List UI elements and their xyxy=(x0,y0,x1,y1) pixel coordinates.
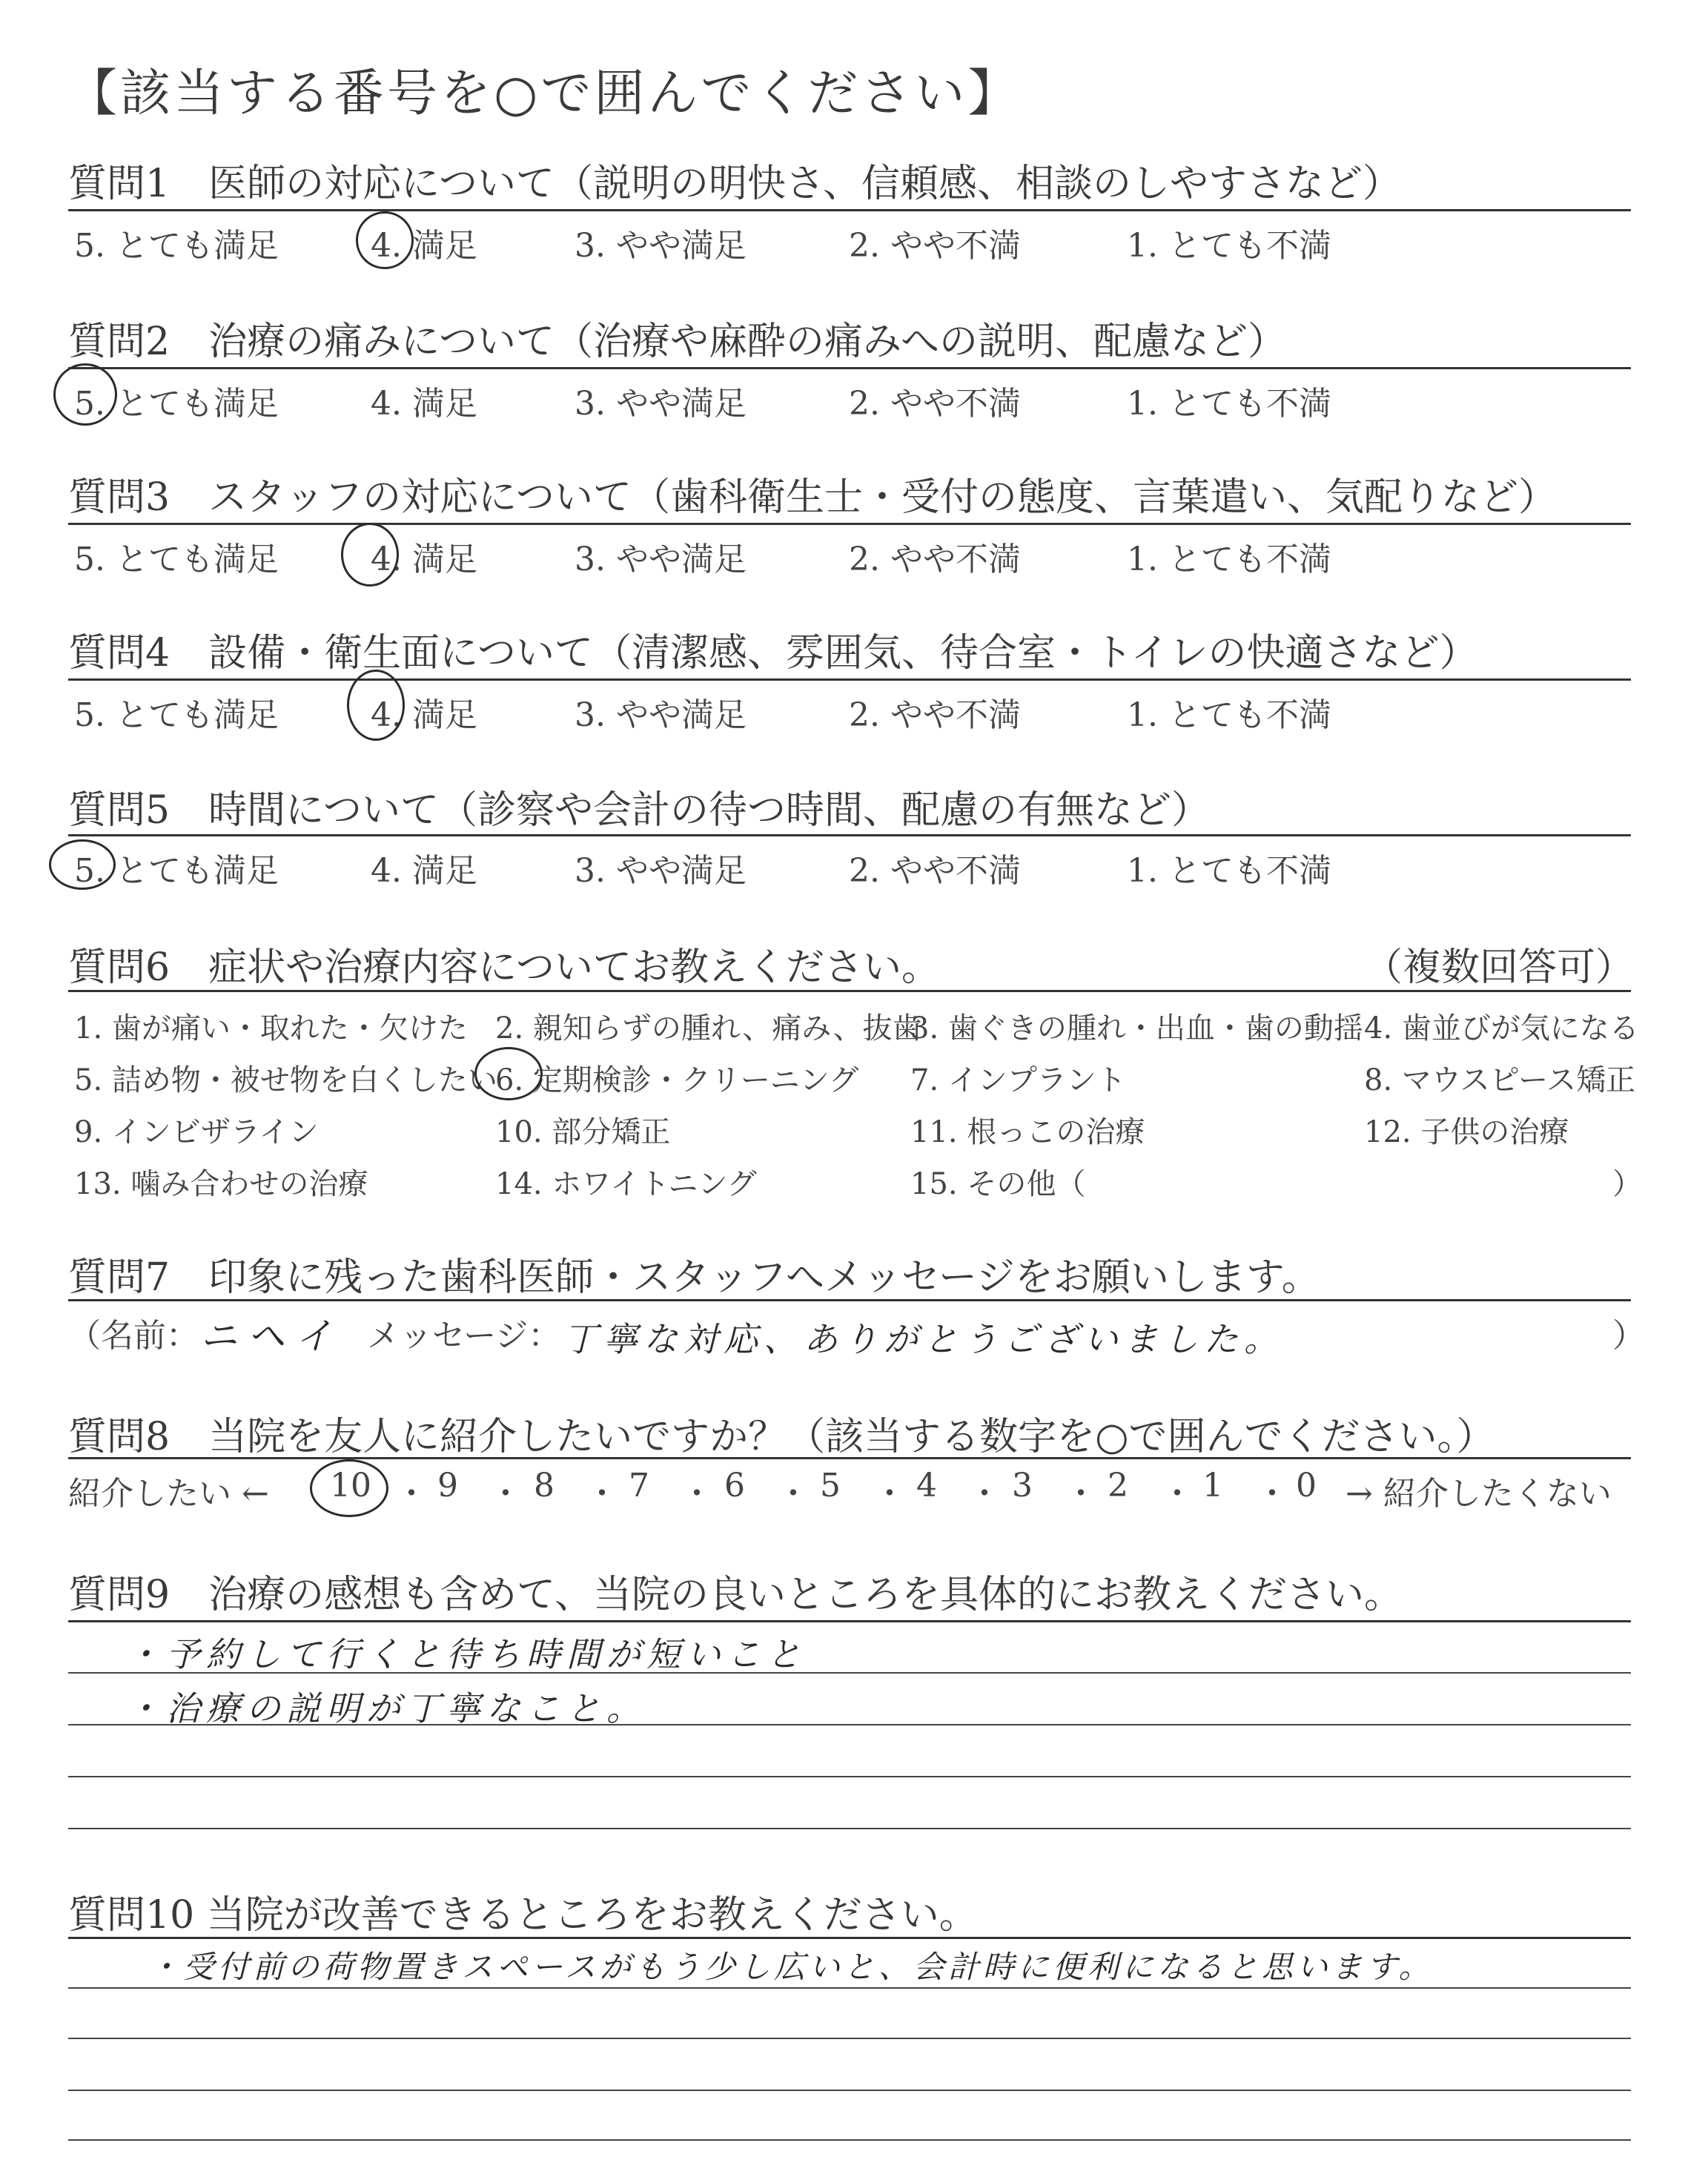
q6-option-14[interactable]: 14. ホワイトニング xyxy=(495,1167,757,1201)
q2-option-2[interactable]: 2. やや不満 xyxy=(849,385,1021,423)
q6-option-2[interactable]: 2. 親知らずの腫れ、痛み、抜歯 xyxy=(495,1011,922,1046)
q10-rule-4 xyxy=(68,2139,1631,2141)
q6-option-6[interactable]: 6. 定期検診・クリーニング xyxy=(495,1063,859,1097)
q6-option-13[interactable]: 13. 噛み合わせの治療 xyxy=(74,1167,368,1201)
q8-scale-7[interactable]: 7 xyxy=(629,1467,649,1505)
q6-option-5[interactable]: 5. 詰め物・被せ物を白くしたい xyxy=(74,1063,497,1097)
q8-title: 質問8 当院を友人に紹介したいですか？（該当する数字を○で囲んでください。） xyxy=(68,1415,1495,1459)
q2-option-5[interactable]: 5. とても満足 xyxy=(74,385,279,423)
q3-title: 質問3 スタッフの対応について（歯科衛生士・受付の態度、言葉遣い、気配りなど） xyxy=(68,475,1558,520)
q8-selection-circle xyxy=(310,1459,388,1517)
q2-title: 質問2 治療の痛みについて（治療や麻酔の痛みへの説明、配慮など） xyxy=(68,320,1287,364)
q6-option-9[interactable]: 9. インビザライン xyxy=(74,1115,319,1149)
q4-option-1[interactable]: 1. とても不満 xyxy=(1127,696,1331,734)
q6-title: 質問6 症状や治療内容についてお教えください。 xyxy=(68,945,941,990)
q7-message-value[interactable]: 丁寧な対応、ありがとうございました。 xyxy=(563,1319,1284,1359)
q8-dot: ・ xyxy=(1065,1475,1097,1513)
q8-scale-1[interactable]: 1 xyxy=(1202,1467,1223,1505)
q8-dot: ・ xyxy=(681,1475,713,1513)
q8-dot: ・ xyxy=(395,1475,428,1513)
q3-option-5[interactable]: 5. とても満足 xyxy=(74,541,279,578)
q7-message-label: メッセージ： xyxy=(367,1317,561,1355)
q4-rule xyxy=(68,678,1631,681)
q1-option-2[interactable]: 2. やや不満 xyxy=(849,227,1021,265)
q6-option-10[interactable]: 10. 部分矯正 xyxy=(495,1115,671,1149)
q3-option-1[interactable]: 1. とても不満 xyxy=(1127,541,1331,578)
q3-option-2[interactable]: 2. やや不満 xyxy=(849,541,1021,578)
q8-left-label: 紹介したい ← xyxy=(68,1475,269,1513)
q9-answer-2[interactable]: ・治療の説明が丁寧なこと。 xyxy=(126,1688,646,1728)
q8-scale-9[interactable]: 9 xyxy=(437,1467,458,1505)
q7-name-value[interactable]: ニヘイ xyxy=(200,1315,342,1358)
q8-scale-6[interactable]: 6 xyxy=(724,1467,745,1505)
q5-option-2[interactable]: 2. やや不満 xyxy=(849,852,1021,890)
q8-scale-2[interactable]: 2 xyxy=(1108,1467,1128,1505)
q8-scale-8[interactable]: 8 xyxy=(534,1467,555,1505)
q6-option-4[interactable]: 4. 歯並びが気になる xyxy=(1364,1011,1639,1046)
q6-option-12[interactable]: 12. 子供の治療 xyxy=(1364,1115,1569,1149)
q5-option-4[interactable]: 4. 満足 xyxy=(371,852,477,890)
q8-scale-4[interactable]: 4 xyxy=(916,1467,937,1505)
q2-option-3[interactable]: 3. やや満足 xyxy=(575,385,747,423)
q6-rule xyxy=(68,990,1631,992)
q4-option-3[interactable]: 3. やや満足 xyxy=(575,696,747,734)
q8-scale-5[interactable]: 5 xyxy=(820,1467,841,1505)
q6-note: （複数回答可） xyxy=(1364,945,1635,990)
q2-selection-circle xyxy=(53,363,117,426)
q9-rule-0 xyxy=(68,1620,1631,1622)
q8-dot: ・ xyxy=(586,1475,618,1513)
q6-option-11[interactable]: 11. 根っこの治療 xyxy=(910,1115,1145,1149)
q1-option-1[interactable]: 1. とても不満 xyxy=(1127,227,1331,265)
q10-title: 質問10 当院が改善できるところをお教えください。 xyxy=(68,1893,978,1938)
q8-scale-10[interactable]: 10 xyxy=(330,1467,371,1505)
form-header: 【該当する番号を○で囲んでください】 xyxy=(67,65,1022,123)
q8-scale-3[interactable]: 3 xyxy=(1012,1467,1033,1505)
q1-option-5[interactable]: 5. とても満足 xyxy=(74,227,279,265)
q1-title: 質問1 医師の対応について（説明の明快さ、信頼感、相談のしやすさなど） xyxy=(68,162,1401,206)
q10-rule-0 xyxy=(68,1937,1631,1939)
q9-answer-1[interactable]: ・予約して行くと待ち時間が短いこと xyxy=(126,1634,807,1674)
q6-option-1[interactable]: 1. 歯が痛い・取れた・欠けた xyxy=(74,1011,468,1046)
q6-option-7[interactable]: 7. インプラント xyxy=(910,1063,1126,1097)
q7-name-label: （名前： xyxy=(68,1317,199,1355)
q8-dot: ・ xyxy=(489,1475,522,1513)
q3-selection-circle xyxy=(341,523,399,587)
q6-option-15[interactable]: 15. その他（ xyxy=(910,1167,1086,1201)
q3-option-4[interactable]: 4. 満足 xyxy=(371,541,477,578)
q8-dot: ・ xyxy=(777,1475,810,1513)
q1-option-3[interactable]: 3. やや満足 xyxy=(575,227,747,265)
q1-option-4[interactable]: 4. 満足 xyxy=(371,227,477,265)
q5-option-1[interactable]: 1. とても不満 xyxy=(1127,852,1331,890)
q9-rule-1 xyxy=(68,1672,1631,1674)
q2-rule xyxy=(68,367,1631,369)
q5-option-3[interactable]: 3. やや満足 xyxy=(575,852,747,890)
q9-title: 質問9 治療の感想も含めて、当院の良いところを具体的にお教えください。 xyxy=(68,1573,1403,1617)
q4-option-2[interactable]: 2. やや不満 xyxy=(849,696,1021,734)
q8-dot: ・ xyxy=(1161,1475,1194,1513)
q5-selection-circle xyxy=(49,839,116,890)
q7-close-paren: ） xyxy=(1612,1317,1645,1355)
q10-rule-3 xyxy=(68,2090,1631,2091)
q6-option-3[interactable]: 3. 歯ぐきの腫れ・出血・歯の動揺 xyxy=(910,1011,1363,1046)
q1-rule xyxy=(68,209,1631,211)
q1-selection-circle xyxy=(356,211,414,269)
q6-selection-circle xyxy=(474,1047,543,1100)
q4-option-4[interactable]: 4. 満足 xyxy=(371,696,477,734)
q7-rule xyxy=(68,1299,1631,1301)
q8-scale-0[interactable]: 0 xyxy=(1296,1467,1317,1505)
q10-answer-1[interactable]: ・受付前の荷物置きスペースがもう少し広いと、会計時に便利になると思います。 xyxy=(148,1949,1434,1985)
q8-dot: ・ xyxy=(873,1475,906,1513)
q5-rule xyxy=(68,834,1631,836)
q7-title: 質問7 印象に残った歯科医師・スタッフへメッセージをお願いします。 xyxy=(68,1255,1320,1300)
q3-rule xyxy=(68,523,1631,525)
q6-option-8[interactable]: 8. マウスピース矯正 xyxy=(1364,1063,1636,1097)
q10-rule-1 xyxy=(68,1987,1631,1989)
q3-option-3[interactable]: 3. やや満足 xyxy=(575,541,747,578)
q5-option-5[interactable]: 5. とても満足 xyxy=(74,852,279,890)
q8-dot: ・ xyxy=(968,1475,1001,1513)
q8-rule xyxy=(68,1457,1631,1459)
q2-option-4[interactable]: 4. 満足 xyxy=(371,385,477,423)
q8-right-label: → 紹介したくない xyxy=(1345,1475,1612,1513)
q9-rule-3 xyxy=(68,1776,1631,1777)
q6-option-15-close: ） xyxy=(1612,1167,1642,1201)
q10-rule-2 xyxy=(68,2038,1631,2039)
q8-dot: ・ xyxy=(1256,1475,1288,1513)
q9-rule-2 xyxy=(68,1724,1631,1725)
q4-selection-circle xyxy=(347,670,405,741)
q2-option-1[interactable]: 1. とても不満 xyxy=(1127,385,1331,423)
q9-rule-4 xyxy=(68,1828,1631,1829)
q4-title: 質問4 設備・衛生面について（清潔感、雰囲気、待合室・トイレの快適さなど） xyxy=(68,631,1478,676)
q5-title: 質問5 時間について（診察や会計の待つ時間、配慮の有無など） xyxy=(68,788,1211,833)
q4-option-5[interactable]: 5. とても満足 xyxy=(74,696,279,734)
